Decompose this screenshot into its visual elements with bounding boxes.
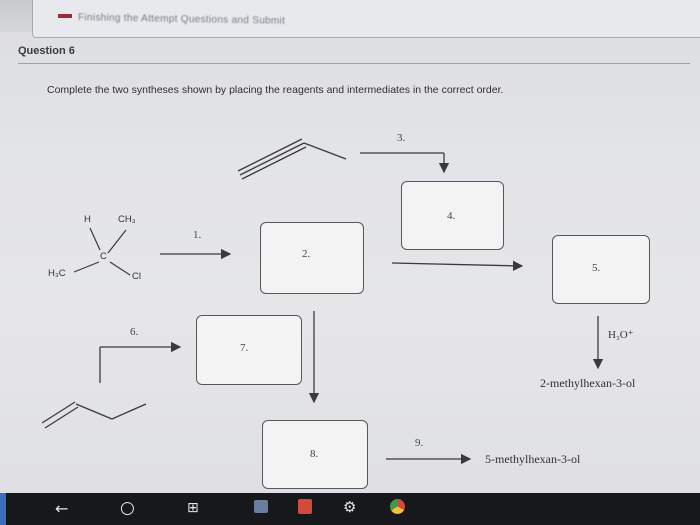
- task-switcher-icon[interactable]: ⊞: [187, 500, 199, 516]
- home-icon[interactable]: ○: [120, 498, 135, 518]
- label-1: 1.: [193, 229, 202, 241]
- chrome-icon[interactable]: [390, 499, 405, 514]
- label-8: 8.: [310, 448, 319, 460]
- question-title: Question 6: [18, 45, 75, 57]
- atom-h3c: H₃C: [48, 268, 66, 279]
- store-icon[interactable]: [298, 499, 312, 514]
- file-icon[interactable]: [254, 500, 268, 513]
- obscured-header-text: Finishing the Attempt Questions and Submit: [77, 12, 286, 27]
- settings-icon[interactable]: ⚙: [343, 498, 357, 516]
- propyne-structure: [238, 139, 346, 179]
- taskbar-accent: [0, 493, 6, 525]
- arrow-to-box-5: [392, 263, 522, 266]
- reagent-h3o: H₃O⁺: [608, 329, 634, 341]
- atom-h: H: [84, 214, 91, 225]
- label-4: 4.: [447, 210, 456, 222]
- atom-ch3: CH₃: [118, 214, 136, 225]
- product-2-methylhexan-3-ol: 2-methylhexan-3-ol: [540, 376, 636, 390]
- taskbar: [0, 493, 700, 525]
- label-9: 9.: [415, 437, 424, 449]
- label-2: 2.: [302, 248, 311, 260]
- back-icon[interactable]: ←: [55, 499, 69, 518]
- label-7: 7.: [240, 342, 249, 354]
- atom-cl: Cl: [132, 271, 141, 282]
- label-6: 6.: [130, 326, 139, 338]
- answer-box-2[interactable]: [260, 222, 364, 294]
- atom-c: C: [100, 251, 107, 262]
- label-3: 3.: [397, 132, 406, 144]
- label-5: 5.: [592, 262, 601, 274]
- answer-box-5[interactable]: [552, 235, 650, 304]
- product-5-methylhexan-3-ol: 5-methylhexan-3-ol: [485, 452, 581, 466]
- answer-box-7[interactable]: [196, 315, 302, 385]
- alkene-structure: [42, 402, 146, 428]
- question-instructions: Complete the two syntheses shown by placing the reagents and intermediates in the correct order.: [47, 84, 504, 96]
